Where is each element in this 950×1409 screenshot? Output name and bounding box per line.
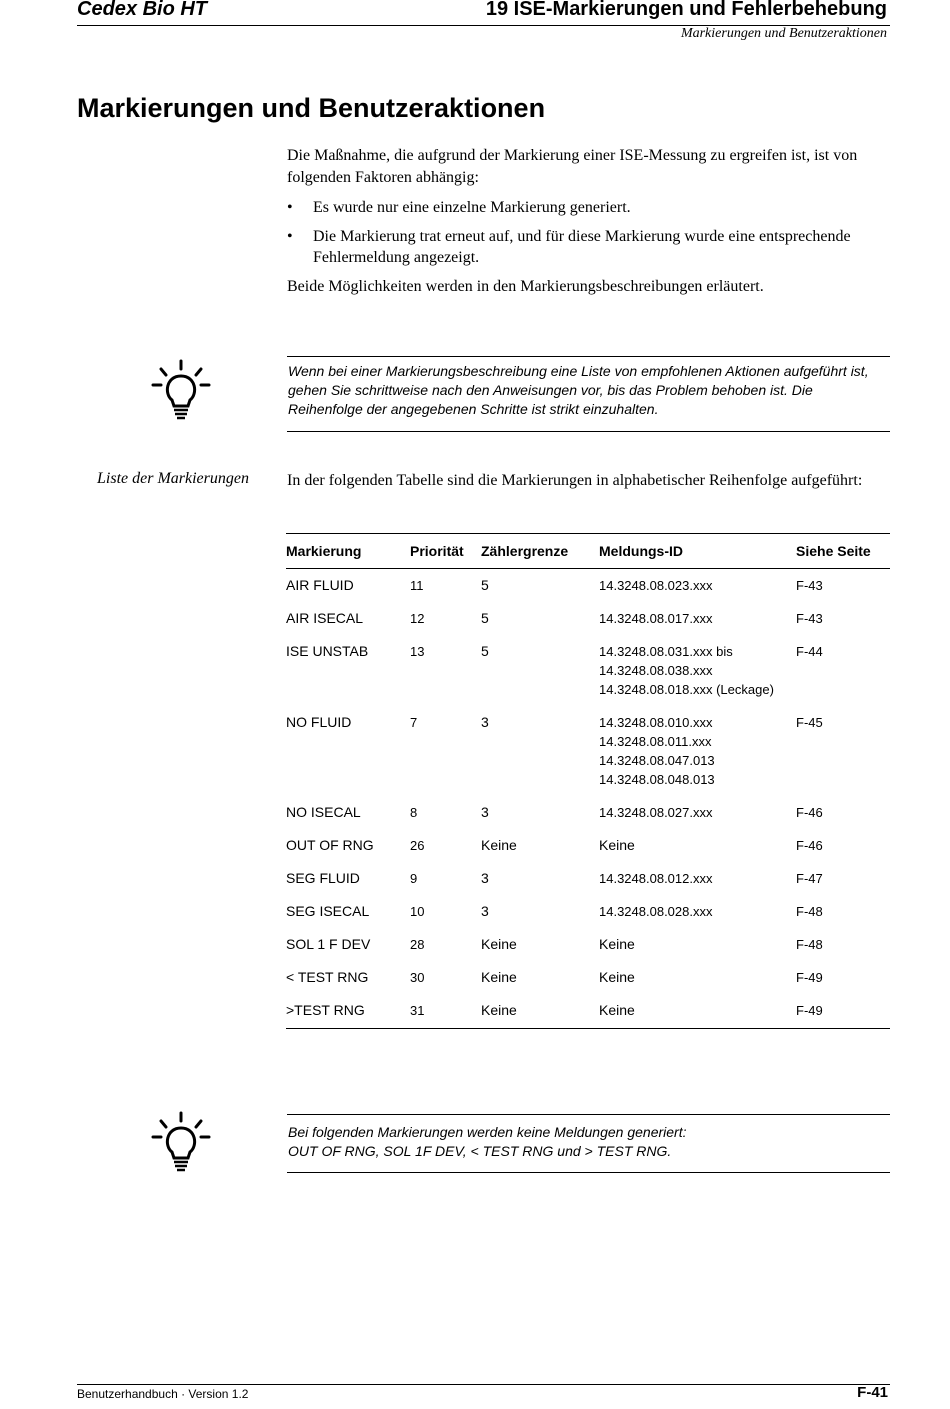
priority-cell: 12 xyxy=(410,611,425,626)
message-id: 14.3248.08.012.xxx xyxy=(599,871,713,886)
page-cell: F-43 xyxy=(796,611,823,626)
table-row xyxy=(286,635,890,706)
flag-cell: >TEST RNG xyxy=(286,994,410,1029)
table-row xyxy=(286,961,890,994)
limit-cell: 3 xyxy=(481,804,489,820)
message-id: 14.3248.08.027.xxx xyxy=(599,805,713,820)
limit-cell: Keine xyxy=(481,936,517,952)
limit-cell: 5 xyxy=(481,577,489,593)
table-row xyxy=(286,569,890,603)
message-id: 14.3248.08.048.013 xyxy=(599,772,715,787)
table-row xyxy=(286,928,890,961)
flag-cell: NO ISECAL xyxy=(286,804,361,820)
flags-table xyxy=(286,533,890,1029)
column-header: Markierung xyxy=(286,534,410,569)
page-cell: F-43 xyxy=(796,578,823,593)
document-title: Cedex Bio HT xyxy=(77,0,208,20)
priority-cell: 9 xyxy=(410,871,418,886)
page-cell: F-45 xyxy=(796,715,823,730)
list-item-text: Die Markierung trat erneut auf, und für diese Markierung wurde eine entsprechende Fehlermeldung angezeigt. xyxy=(313,228,851,266)
priority-cell: 8 xyxy=(410,805,418,820)
message-id-cell xyxy=(599,994,796,1029)
priority-cell: 7 xyxy=(410,715,418,730)
closing-paragraph: Beide Möglichkeiten werden in den Markierungsbeschreibungen erläutert. xyxy=(287,278,764,295)
table-row xyxy=(286,829,890,862)
message-id-cell xyxy=(599,796,796,829)
page-number: F-41 xyxy=(857,1384,888,1401)
flag-cell: AIR FLUID xyxy=(286,577,354,593)
message-id-cell xyxy=(599,961,796,994)
message-id: 14.3248.08.028.xxx xyxy=(599,904,713,919)
priority-cell: 11 xyxy=(410,578,424,593)
bullet-icon: • xyxy=(287,199,293,216)
table-row xyxy=(286,796,890,829)
column-header: Meldungs-ID xyxy=(599,534,796,569)
list-item xyxy=(287,197,887,218)
page-cell: F-49 xyxy=(796,994,890,1029)
message-id: 14.3248.08.023.xxx xyxy=(599,578,713,593)
flag-cell: AIR ISECAL xyxy=(286,610,364,626)
note-text xyxy=(288,1123,888,1161)
table-header-row xyxy=(286,534,890,569)
note-line: Bei folgenden Markierungen werden keine Meldungen generiert: xyxy=(288,1124,687,1140)
flag-cell: SEG FLUID xyxy=(286,870,360,886)
limit-cell: 3 xyxy=(481,870,489,886)
page-cell: F-44 xyxy=(796,644,823,659)
flag-cell: < TEST RNG xyxy=(286,969,369,985)
page-title: Markierungen und Benutzeraktionen xyxy=(77,93,546,123)
limit-cell: 3 xyxy=(481,714,489,730)
message-id-cell xyxy=(599,928,796,961)
chapter-title: 19 ISE-Markierungen und Fehlerbehebung xyxy=(485,0,887,20)
table-row xyxy=(286,862,890,895)
column-header: Zählergrenze xyxy=(481,534,599,569)
flag-cell: SEG ISECAL xyxy=(286,903,370,919)
page-cell: F-47 xyxy=(796,871,823,886)
message-id-cell xyxy=(599,602,796,635)
message-id-cell xyxy=(599,706,796,796)
table-row xyxy=(286,602,890,635)
side-label: Liste der Markierungen xyxy=(97,470,249,487)
factor-list xyxy=(287,197,887,276)
message-id: 14.3248.08.010.xxx xyxy=(599,715,713,730)
message-id: 14.3248.08.031.xxx bis xyxy=(599,644,733,659)
limit-cell: Keine xyxy=(481,994,599,1029)
table-intro: In der folgenden Tabelle sind die Markierungen in alphabetischer Reihenfolge aufgeführt: xyxy=(287,472,863,489)
limit-cell: 5 xyxy=(481,610,489,626)
message-id-cell xyxy=(599,829,796,862)
limit-cell: Keine xyxy=(481,837,517,853)
lightbulb-icon xyxy=(150,1110,212,1179)
page-cell: F-48 xyxy=(796,904,823,919)
limit-cell: 3 xyxy=(481,903,489,919)
footer-manual-version: Benutzerhandbuch · Version 1.2 xyxy=(77,1387,249,1401)
table-row xyxy=(286,706,890,796)
lightbulb-icon xyxy=(150,358,212,427)
message-id: 14.3248.08.011.xxx xyxy=(599,734,712,749)
section-subtitle: Markierungen und Benutzeraktionen xyxy=(680,26,887,41)
message-id-cell xyxy=(599,895,796,928)
message-id-cell xyxy=(599,569,796,603)
flag-cell: ISE UNSTAB xyxy=(286,643,369,659)
flag-cell: SOL 1 F DEV xyxy=(286,936,371,952)
message-id-cell xyxy=(599,635,796,706)
note-bottom-rule xyxy=(287,431,890,432)
note-top-rule xyxy=(287,356,890,357)
message-id: Keine xyxy=(599,936,635,952)
footer-rule xyxy=(77,1384,890,1385)
page-cell: F-46 xyxy=(796,838,823,853)
priority-cell: 28 xyxy=(410,937,425,952)
message-id: 14.3248.08.047.013 xyxy=(599,753,715,768)
limit-cell: 5 xyxy=(481,643,489,659)
table-row xyxy=(286,994,890,1029)
column-header: Priorität xyxy=(410,534,481,569)
table-row xyxy=(286,895,890,928)
page-cell: F-46 xyxy=(796,805,823,820)
priority-cell: 13 xyxy=(410,644,425,659)
message-id-cell xyxy=(599,862,796,895)
note-text: Wenn bei einer Markierungsbeschreibung eine Liste von empfohlenen Aktionen aufgeführt ist, gehen Sie schrittweise nach den Anweisungen vor, bis das Problem behoben ist. Die Reihenfolge der angegebenen Schritte ist strikt einzuhalten. xyxy=(288,363,869,417)
message-id: 14.3248.08.018.xxx (Leckage) xyxy=(599,682,774,697)
page-cell: F-48 xyxy=(796,937,823,952)
bullet-icon: • xyxy=(287,228,293,245)
message-id: 14.3248.08.017.xxx xyxy=(599,611,713,626)
page-cell: F-49 xyxy=(796,970,823,985)
flag-cell: NO FLUID xyxy=(286,714,352,730)
priority-cell: 30 xyxy=(410,970,425,985)
priority-cell: 10 xyxy=(410,904,425,919)
note-bottom-rule xyxy=(287,1172,890,1173)
priority-cell: 31 xyxy=(410,994,481,1029)
column-header: Siehe Seite xyxy=(796,534,890,569)
message-id: Keine xyxy=(599,969,635,985)
message-id: 14.3248.08.038.xxx xyxy=(599,663,713,678)
priority-cell: 26 xyxy=(410,838,425,853)
list-item-text: Es wurde nur eine einzelne Markierung generiert. xyxy=(313,199,631,216)
flag-cell: OUT OF RNG xyxy=(286,837,374,853)
intro-paragraph: Die Maßnahme, die aufgrund der Markierung einer ISE-Messung zu ergreifen ist, ist von folgenden Faktoren abhängig: xyxy=(287,147,858,186)
message-id: Keine xyxy=(599,837,635,853)
note-line: OUT OF RNG, SOL 1F DEV, < TEST RNG und > TEST RNG. xyxy=(288,1143,672,1159)
limit-cell: Keine xyxy=(481,969,517,985)
list-item xyxy=(287,226,887,268)
message-id: Keine xyxy=(599,1002,635,1018)
note-top-rule xyxy=(287,1114,890,1115)
